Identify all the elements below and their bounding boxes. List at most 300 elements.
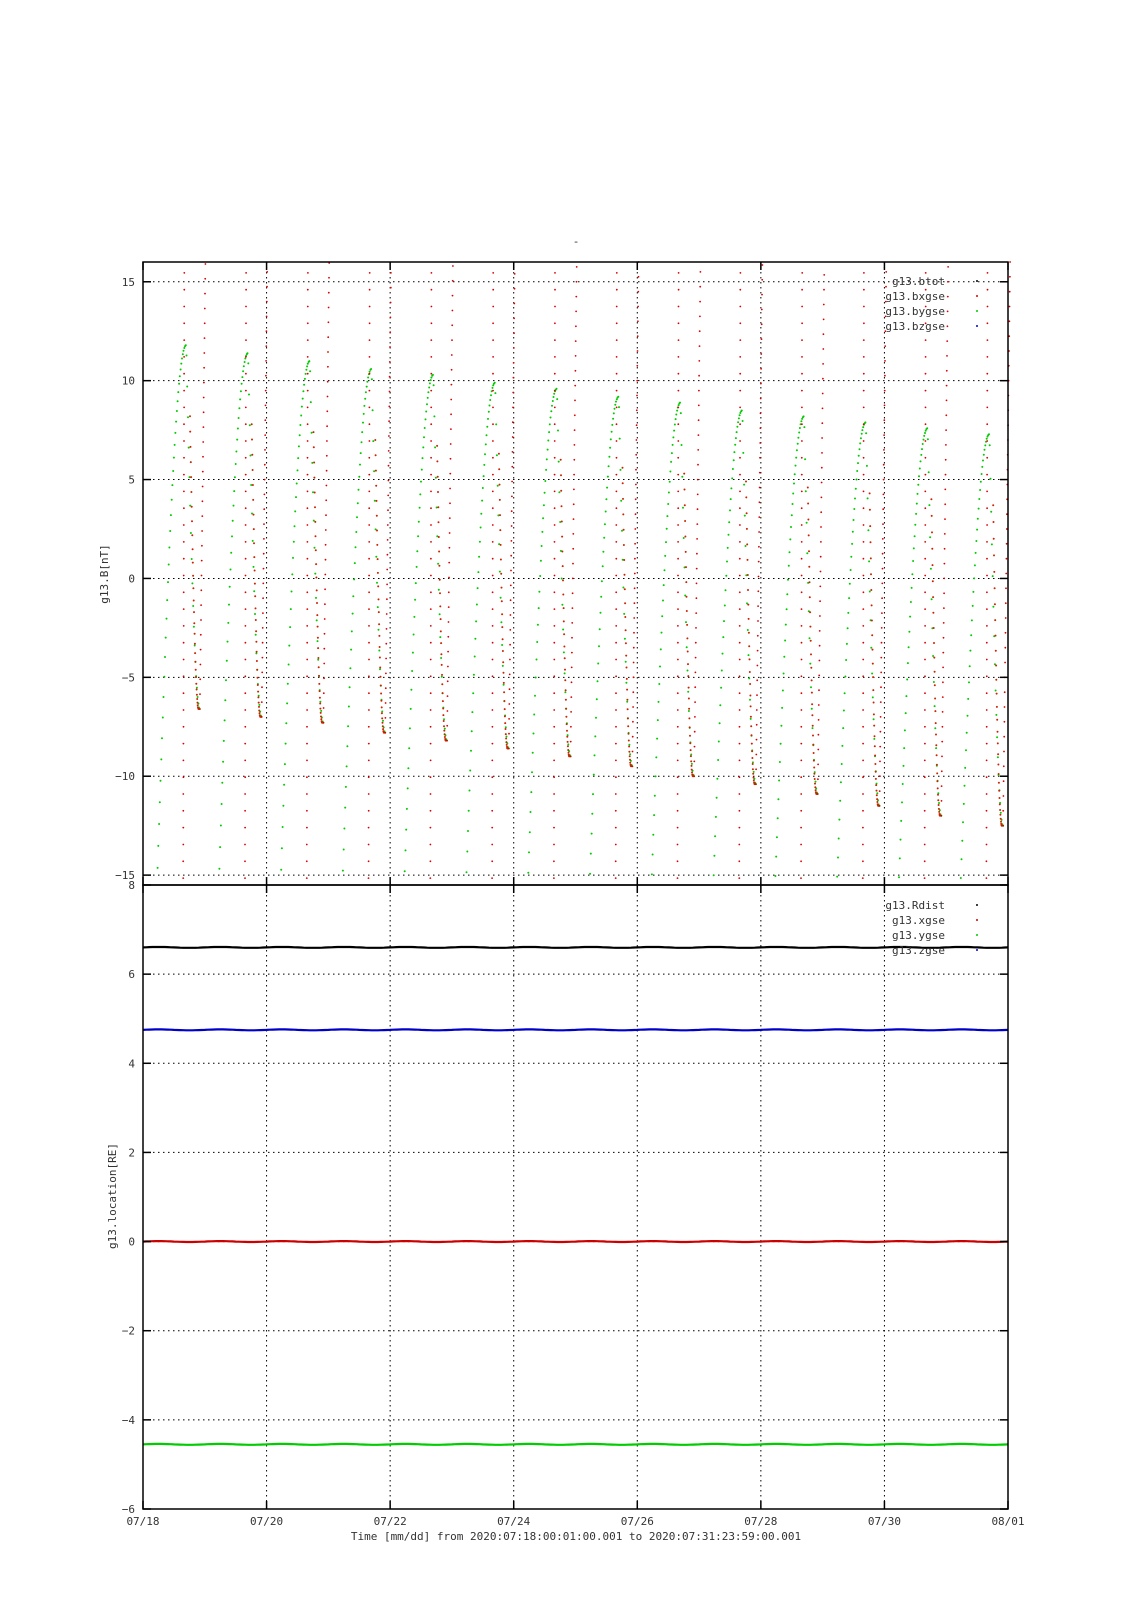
bygse-point (852, 531, 854, 533)
bygse-point (164, 656, 166, 658)
bxgse-point (253, 556, 255, 558)
bygse-point (412, 652, 414, 654)
bxgse-point (924, 642, 926, 644)
bxgse-point (199, 678, 201, 680)
bygse-point (506, 736, 508, 738)
bxgse-point (883, 419, 885, 421)
bxgse-point (945, 459, 947, 461)
bxgse-point (944, 489, 946, 491)
bxgse-point (924, 608, 926, 610)
bxgse-point (925, 440, 927, 442)
bygse-point (302, 390, 304, 392)
bygse-point (921, 448, 923, 450)
bxgse-point (616, 491, 618, 493)
bxgse-point (368, 726, 370, 728)
bottom-panel (106, 879, 1008, 1516)
bxgse-point (326, 440, 328, 442)
bygse-point (187, 416, 189, 418)
bxgse-point (944, 533, 946, 535)
bxgse-point (684, 489, 686, 491)
bxgse-point (677, 558, 679, 560)
bxgse-point (244, 810, 246, 812)
bygse-point (794, 473, 796, 475)
bxgse-point (757, 620, 759, 622)
bygse-point (550, 410, 552, 412)
bxgse-point (622, 482, 624, 484)
bygse-point (966, 732, 968, 734)
bxgse-point (1004, 647, 1006, 649)
bygse-point (625, 661, 627, 663)
bxgse-point (430, 507, 432, 509)
bygse-point (297, 457, 299, 459)
bxgse-point (747, 574, 749, 576)
bxgse-point (986, 457, 988, 459)
bxgse-point (622, 513, 624, 515)
bxgse-point (499, 484, 501, 486)
bxgse-point (945, 444, 947, 446)
bxgse-point (306, 591, 308, 593)
bxgse-point (632, 691, 634, 693)
bxgse-point (183, 491, 185, 493)
bxgse-point (492, 491, 494, 493)
bygse-point (282, 805, 284, 807)
bxgse-point (873, 702, 875, 704)
bygse-point (592, 793, 594, 795)
bxgse-point (553, 776, 555, 778)
bxgse-point (801, 675, 803, 677)
bygse-point (345, 786, 347, 788)
bxgse-point (306, 709, 308, 711)
bygse-point (986, 438, 988, 440)
bygse-point (785, 624, 787, 626)
bxgse-point (320, 712, 322, 714)
bxgse-point (870, 573, 872, 575)
bxgse-point (820, 511, 822, 513)
top-panel (98, 261, 1011, 885)
bygse-point (466, 851, 468, 853)
bygse-point (307, 363, 309, 365)
bxgse-point (440, 653, 442, 655)
bxgse-point (451, 354, 453, 356)
bxgse-point (615, 608, 617, 610)
bygse-point (160, 758, 162, 760)
bxgse-point (994, 619, 996, 621)
bxgse-point (254, 570, 256, 572)
bygse-point (425, 418, 427, 420)
bxgse-point (1002, 810, 1004, 812)
bxgse-point (924, 760, 926, 762)
bygse-point (163, 696, 165, 698)
bxgse-point (553, 642, 555, 644)
bxgse-point (987, 306, 989, 308)
bxgse-point (441, 683, 443, 685)
bygse-point (938, 802, 940, 804)
bxgse-point (324, 588, 326, 590)
bxgse-point (381, 717, 383, 719)
bxgse-point (809, 581, 811, 583)
bxgse-point (505, 733, 507, 735)
legend-marker (976, 280, 978, 282)
bygse-point (856, 470, 858, 472)
bxgse-point (442, 692, 444, 694)
bxgse-point (925, 356, 927, 358)
bxgse-point (369, 322, 371, 324)
bxgse-point (986, 558, 988, 560)
bxgse-point (677, 507, 679, 509)
bygse-point (730, 487, 732, 489)
bxgse-point (616, 339, 618, 341)
bxgse-point (932, 612, 934, 614)
bygse-point (563, 651, 565, 653)
bygse-point (320, 710, 322, 712)
bygse-point (221, 782, 223, 784)
bxgse-point (801, 575, 803, 577)
bxgse-point (368, 844, 370, 846)
bygse-point (355, 531, 357, 533)
bygse-point (596, 698, 598, 700)
bygse-point (422, 446, 424, 448)
bygse-point (962, 821, 964, 823)
bygse-point (558, 461, 560, 463)
bxgse-point (881, 627, 883, 629)
bygse-point (471, 730, 473, 732)
bxgse-point (925, 339, 927, 341)
bxgse-point (637, 335, 639, 337)
bxgse-point (997, 753, 999, 755)
x-tick-label: 07/20 (250, 1515, 284, 1528)
bxgse-point (315, 563, 317, 565)
bxgse-point (430, 760, 432, 762)
bxgse-point (760, 427, 762, 429)
bxgse-point (987, 339, 989, 341)
bxgse-point (491, 860, 493, 862)
legend-label: g13.xgse (892, 914, 945, 927)
bygse-point (724, 605, 726, 607)
bxgse-point (377, 558, 379, 560)
bygse-point (608, 456, 610, 458)
bxgse-point (759, 472, 761, 474)
location-series-line (143, 1444, 1008, 1445)
bxgse-point (244, 726, 246, 728)
bygse-point (290, 608, 292, 610)
bxgse-point (553, 692, 555, 694)
bxgse-point (562, 565, 564, 567)
bxgse-point (183, 373, 185, 375)
bxgse-point (874, 745, 876, 747)
bxgse-point (183, 675, 185, 677)
bxgse-point (500, 559, 502, 561)
bxgse-point (678, 322, 680, 324)
bygse-point (611, 424, 613, 426)
bxgse-point (449, 488, 451, 490)
bxgse-point (633, 676, 635, 678)
bygse-point (988, 433, 990, 435)
bxgse-point (245, 356, 247, 358)
bxgse-point (501, 613, 503, 615)
bxgse-point (745, 496, 747, 498)
bxgse-point (201, 560, 203, 562)
bxgse-point (450, 399, 452, 401)
bygse-point (605, 511, 607, 513)
bxgse-point (615, 760, 617, 762)
bxgse-point (430, 558, 432, 560)
bygse-point (289, 626, 291, 628)
bxgse-point (812, 725, 814, 727)
bygse-point (365, 391, 367, 393)
bxgse-point (183, 591, 185, 593)
bxgse-point (924, 860, 926, 862)
x-tick-label: 07/28 (744, 1515, 778, 1528)
bygse-point (903, 765, 905, 767)
bxgse-point (700, 271, 702, 273)
bxgse-point (633, 647, 635, 649)
bygse-point (163, 676, 165, 678)
bygse-point (175, 421, 177, 423)
bxgse-point (739, 541, 741, 543)
bxgse-point (368, 558, 370, 560)
bygse-point (779, 761, 781, 763)
bygse-point (287, 683, 289, 685)
legend-marker (976, 325, 978, 327)
bottom-panel-frame (143, 885, 1008, 1509)
bxgse-point (801, 373, 803, 375)
bxgse-point (615, 541, 617, 543)
bygse-point (558, 491, 560, 493)
bxgse-point (924, 507, 926, 509)
bxgse-point (677, 827, 679, 829)
bxgse-point (924, 810, 926, 812)
bxgse-point (677, 457, 679, 459)
bygse-point (653, 814, 655, 816)
bygse-point (317, 640, 319, 642)
bygse-point (239, 398, 241, 400)
bxgse-point (567, 749, 569, 751)
bxgse-point (821, 467, 823, 469)
bxgse-point (492, 675, 494, 677)
bxgse-point (430, 608, 432, 610)
bxgse-point (623, 529, 625, 531)
bxgse-point (245, 272, 247, 274)
bxgse-point (986, 760, 988, 762)
bxgse-point (503, 691, 505, 693)
bxgse-point (1002, 825, 1004, 827)
bxgse-point (863, 407, 865, 409)
bxgse-point (554, 457, 556, 459)
bxgse-point (819, 645, 821, 647)
bxgse-point (261, 672, 263, 674)
bygse-point (847, 627, 849, 629)
bxgse-point (686, 610, 688, 612)
bygse-point (197, 696, 199, 698)
bxgse-point (385, 717, 387, 719)
bxgse-point (801, 457, 803, 459)
bxgse-point (821, 497, 823, 499)
bygse-point (795, 465, 797, 467)
bxgse-point (986, 491, 988, 493)
bxgse-point (749, 695, 751, 697)
bxgse-point (204, 278, 206, 280)
bygse-point (505, 726, 507, 728)
bxgse-point (752, 773, 754, 775)
bxgse-point (615, 642, 617, 644)
bxgse-point (245, 423, 247, 425)
bxgse-point (678, 356, 680, 358)
bygse-point (173, 457, 175, 459)
bxgse-point (375, 454, 377, 456)
bygse-point (965, 749, 967, 751)
bxgse-point (319, 690, 321, 692)
bxgse-point (739, 524, 741, 526)
bygse-point (815, 781, 817, 783)
bygse-point (842, 727, 844, 729)
bygse-point (849, 583, 851, 585)
bygse-point (603, 537, 605, 539)
bxgse-point (506, 744, 508, 746)
bygse-point (597, 680, 599, 682)
bxgse-point (386, 584, 388, 586)
bygse-point (556, 388, 558, 390)
bxgse-point (689, 726, 691, 728)
bxgse-point (196, 689, 198, 691)
bygse-point (309, 370, 311, 372)
bxgse-point (625, 629, 627, 631)
bygse-point (194, 645, 196, 647)
bxgse-point (323, 677, 325, 679)
bxgse-point (565, 716, 567, 718)
bygse-point (861, 433, 863, 435)
bygse-point (427, 397, 429, 399)
bxgse-point (822, 393, 824, 395)
bxgse-point (751, 743, 753, 745)
bygse-point (960, 877, 962, 879)
bygse-point (728, 534, 730, 536)
bxgse-point (369, 306, 371, 308)
bxgse-point (677, 659, 679, 661)
bygse-point (782, 690, 784, 692)
bygse-point (564, 672, 566, 674)
bxgse-point (869, 509, 871, 511)
bxgse-point (204, 293, 206, 295)
bygse-point (358, 476, 360, 478)
bxgse-point (863, 322, 865, 324)
bxgse-point (561, 505, 563, 507)
bygse-point (231, 535, 233, 537)
bxgse-point (448, 591, 450, 593)
bxgse-point (615, 524, 617, 526)
bygse-point (736, 431, 738, 433)
bxgse-point (306, 844, 308, 846)
bygse-point (741, 410, 743, 412)
bxgse-point (755, 754, 757, 756)
bxgse-point (615, 625, 617, 627)
bxgse-point (266, 316, 268, 318)
bxgse-point (200, 619, 202, 621)
bygse-point (371, 378, 373, 380)
bxgse-point (313, 431, 315, 433)
bxgse-point (326, 470, 328, 472)
bxgse-point (183, 390, 185, 392)
bxgse-point (501, 626, 503, 628)
bxgse-point (739, 339, 741, 341)
bxgse-point (368, 810, 370, 812)
bxgse-point (443, 730, 445, 732)
bygse-point (922, 443, 924, 445)
bygse-point (405, 829, 407, 831)
bxgse-point (437, 491, 439, 493)
bygse-point (236, 439, 238, 441)
bygse-point (171, 484, 173, 486)
bxgse-point (504, 722, 506, 724)
bygse-point (716, 797, 718, 799)
bygse-point (553, 393, 555, 395)
bygse-point (414, 599, 416, 601)
bxgse-point (508, 748, 510, 750)
bxgse-point (943, 622, 945, 624)
bxgse-point (326, 425, 328, 427)
bxgse-point (563, 646, 565, 648)
bxgse-point (325, 499, 327, 501)
bxgse-point (615, 558, 617, 560)
bxgse-point (571, 652, 573, 654)
bxgse-point (382, 728, 384, 730)
bxgse-point (450, 443, 452, 445)
bxgse-point (183, 541, 185, 543)
bxgse-point (677, 474, 679, 476)
bxgse-point (554, 356, 556, 358)
bxgse-point (307, 272, 309, 274)
bxgse-point (1000, 818, 1002, 820)
bxgse-point (430, 709, 432, 711)
bygse-point (735, 437, 737, 439)
bygse-point (716, 778, 718, 780)
bxgse-point (946, 385, 948, 387)
bxgse-point (554, 373, 556, 375)
bygse-point (551, 405, 553, 407)
bxgse-point (1009, 306, 1011, 308)
bxgse-point (492, 322, 494, 324)
bxgse-point (245, 306, 247, 308)
bygse-point (873, 738, 875, 740)
legend-marker (976, 934, 978, 936)
bygse-point (786, 608, 788, 610)
bygse-point (620, 469, 622, 471)
bxgse-point (430, 625, 432, 627)
bygse-point (497, 485, 499, 487)
bxgse-point (554, 507, 556, 509)
bxgse-point (753, 777, 755, 779)
bygse-point (786, 593, 788, 595)
bxgse-point (685, 566, 687, 568)
bxgse-point (624, 602, 626, 604)
y-tick-label: −4 (121, 1413, 135, 1427)
bxgse-point (492, 524, 494, 526)
bygse-point (812, 727, 814, 729)
bxgse-point (677, 591, 679, 593)
bxgse-point (449, 517, 451, 519)
bxgse-point (382, 722, 384, 724)
bygse-point (193, 626, 195, 628)
bxgse-point (819, 630, 821, 632)
bxgse-point (807, 503, 809, 505)
bygse-point (502, 665, 504, 667)
y-tick-label: 4 (128, 1057, 135, 1071)
bxgse-point (266, 330, 268, 332)
bygse-point (281, 847, 283, 849)
bxgse-point (879, 746, 881, 748)
bxgse-point (183, 625, 185, 627)
bxgse-point (925, 373, 927, 375)
bxgse-point (677, 675, 679, 677)
